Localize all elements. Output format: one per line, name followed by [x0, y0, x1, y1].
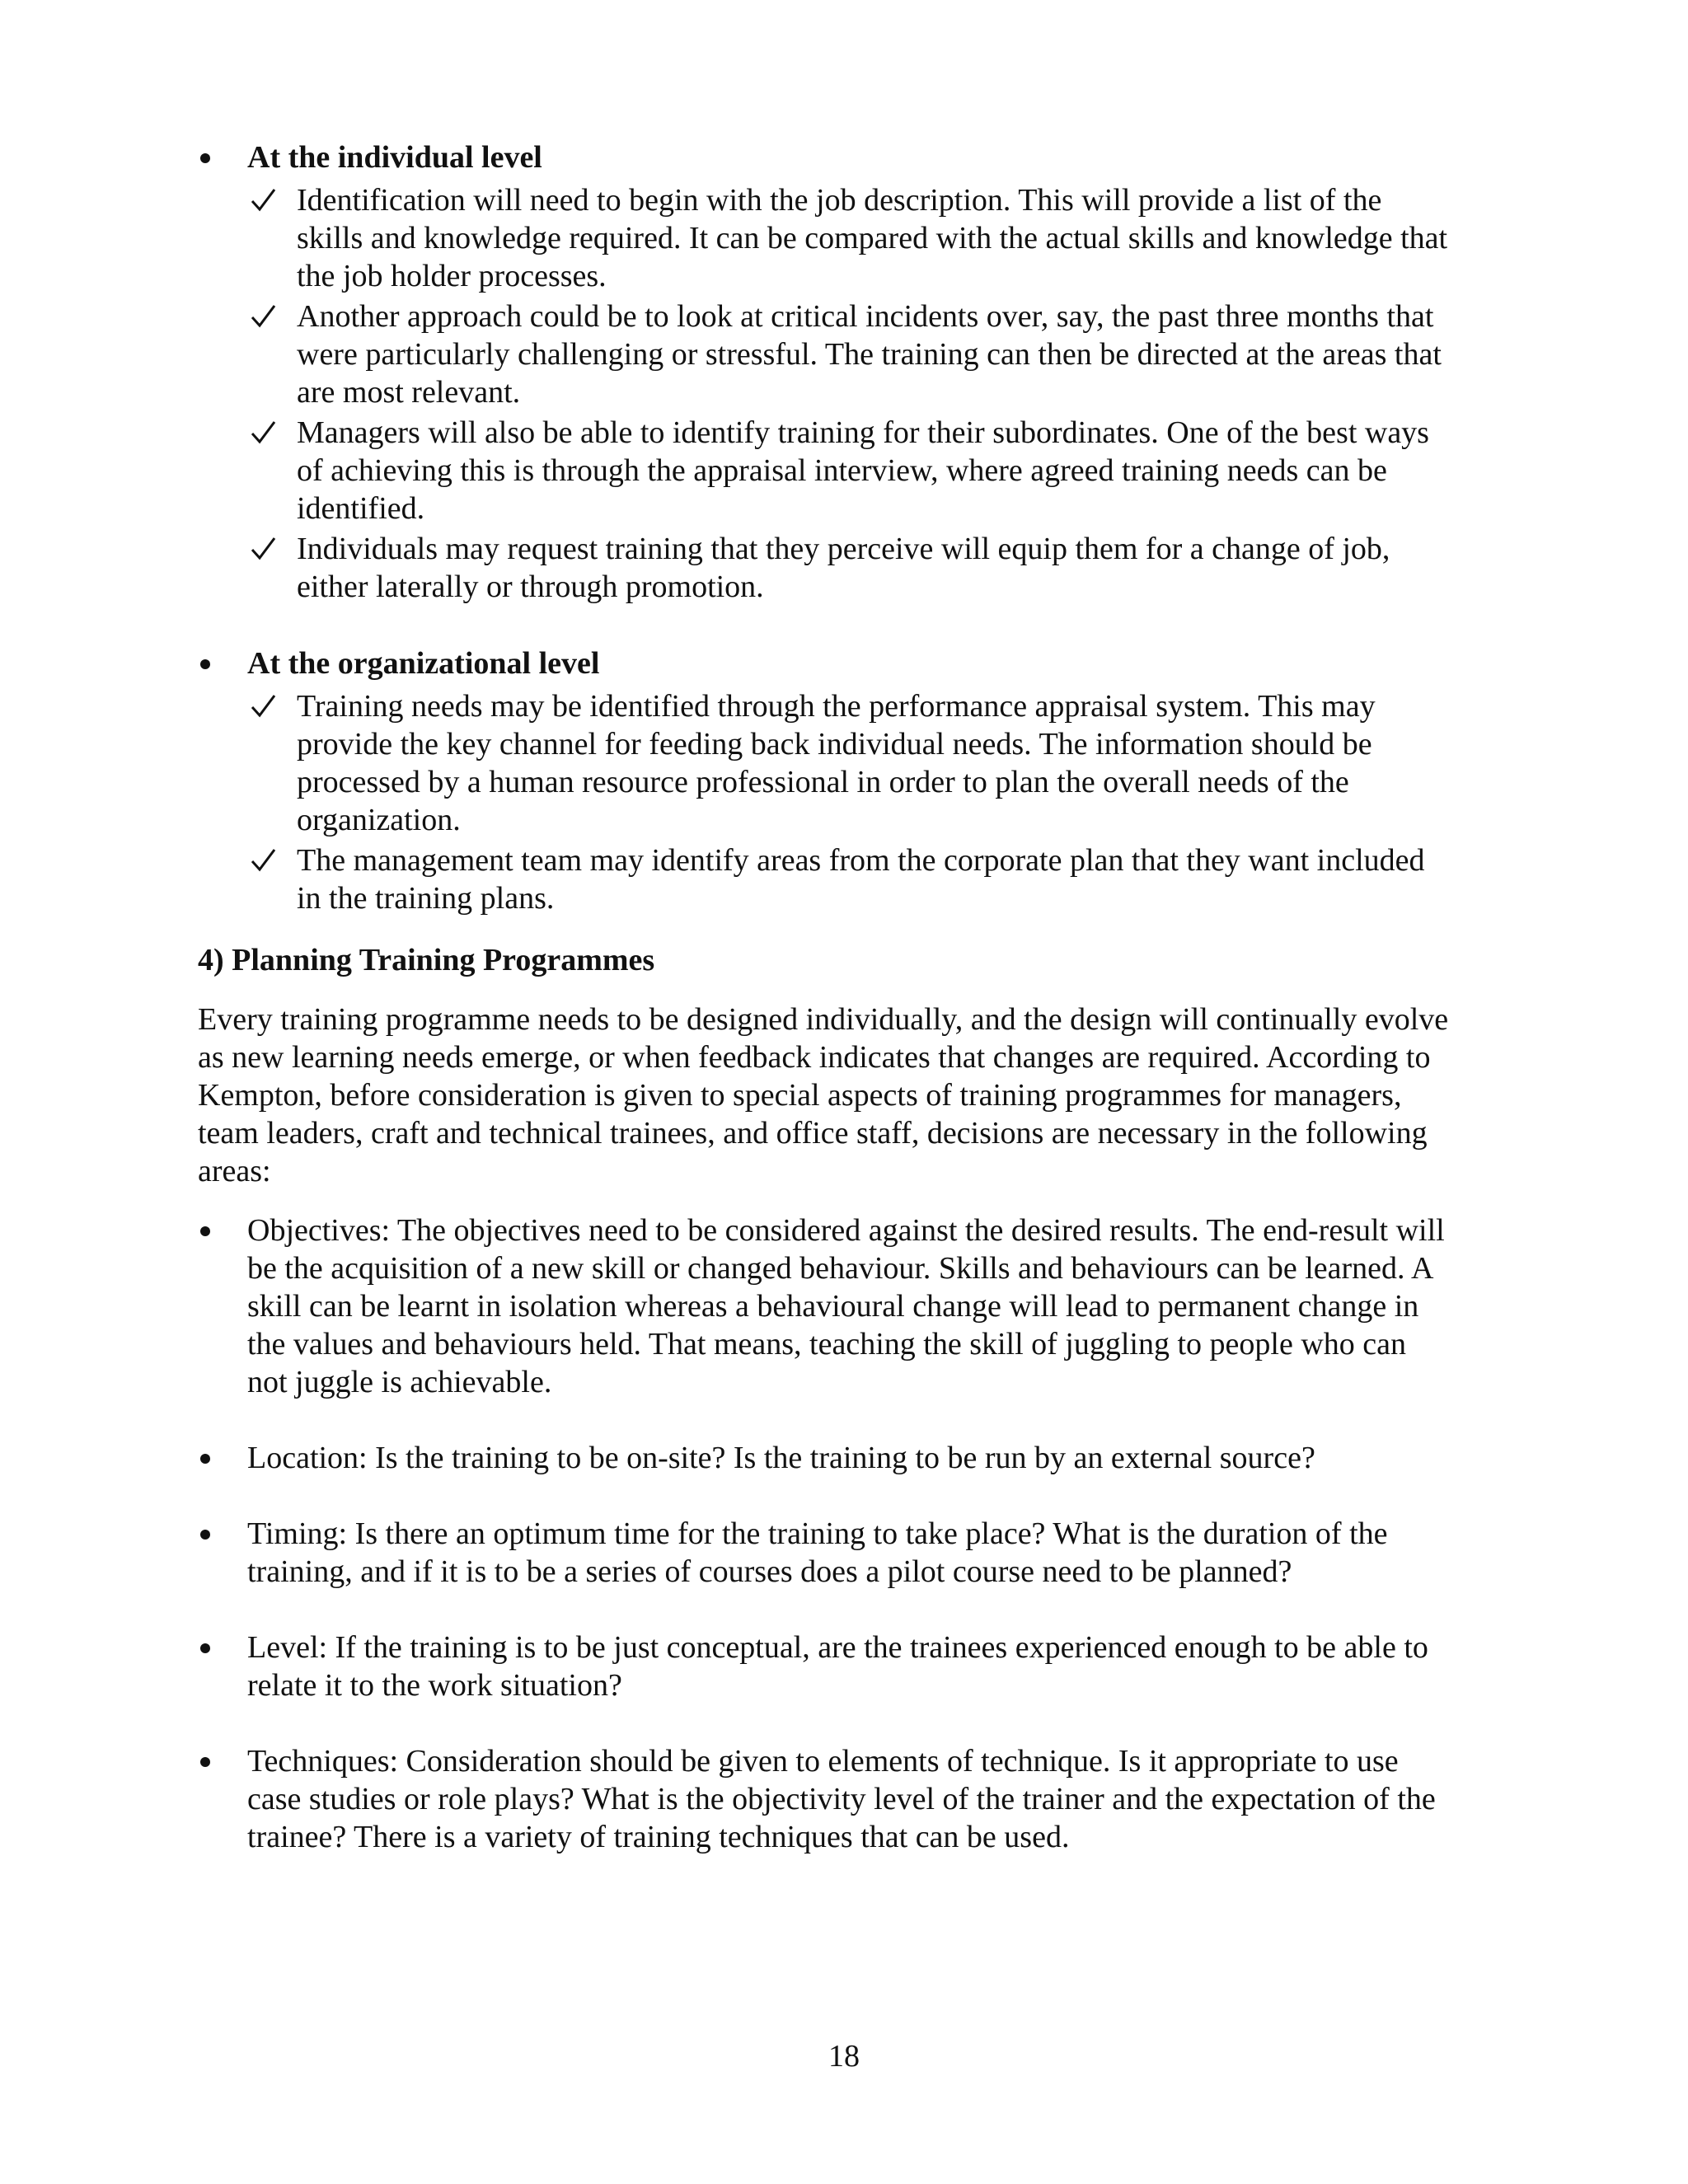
bullet-icon [200, 1757, 210, 1767]
organizational-level-section [198, 644, 1451, 917]
spacer [198, 920, 1451, 941]
bullet-icon [200, 659, 210, 669]
decision-area-item [198, 1212, 1451, 1401]
checklist-item-text: Individuals may request training that they perceive will equip them for a change of job, either laterally or through promotion. [297, 532, 1390, 604]
checkmark-icon [249, 841, 279, 879]
spacer [198, 1190, 1451, 1212]
checkmark-icon [249, 181, 279, 219]
intro-paragraph: Every training programme needs to be designed individually, and the design will continually evolve as new learning needs emerge, or when feedback indicates that changes are required. According to Kempton, before consideration is given to special aspects of training programmes for managers, team leaders, craft and technical trainees, and office staff, decisions are necessary in the following areas: [198, 1002, 1449, 1188]
page-number: 18 [828, 2039, 860, 2074]
decision-area-text: Location: Is the training to be on-site? Is the training to be run by an external source? [247, 1441, 1315, 1475]
checkmark-icon [249, 530, 279, 568]
checklist-item [247, 414, 1451, 527]
checklist-item-text: Another approach could be to look at critical incidents over, say, the past three months that were particularly challenging or stressful. The training can then be directed at the areas that are most relevant. [297, 299, 1442, 410]
decision-area-item [198, 1629, 1451, 1704]
spacer [198, 979, 1451, 1001]
checkmark-icon [249, 687, 279, 725]
checklist-item [247, 687, 1451, 839]
bullet-icon [200, 1454, 210, 1464]
bullet-icon [200, 1530, 210, 1540]
bullet-icon [200, 153, 210, 163]
individual-level-checklist [247, 181, 1451, 606]
checklist-item [247, 530, 1451, 606]
checkmark-icon [249, 414, 279, 452]
checklist-item-text: The management team may identify areas from the corporate plan that they want included in the training plans. [297, 843, 1425, 916]
checklist-item-text: Managers will also be able to identify training for their subordinates. One of the best ways of achieving this is through the appraisal interview, where agreed training needs can be identified. [297, 415, 1429, 526]
organizational-level-checklist [247, 687, 1451, 917]
decision-area-item [198, 1515, 1451, 1591]
checklist-item [247, 841, 1451, 917]
decision-area-item [198, 1742, 1451, 1856]
decision-area-item [198, 1439, 1451, 1477]
decision-area-text: Techniques: Consideration should be given to elements of technique. Is it appropriate to use case studies or role plays? What is the objectivity level of the trainer and the expectation of the trainee? There is a variety of training techniques that can be used. [247, 1744, 1436, 1854]
individual-level-heading: At the individual level [247, 140, 542, 175]
page-content [198, 138, 1451, 1856]
checklist-item [247, 181, 1451, 295]
bullet-icon [200, 1643, 210, 1653]
decision-area-text: Level: If the training is to be just conceptual, are the trainees experienced enough to be able to relate it to the work situation? [247, 1630, 1428, 1703]
individual-level-section [198, 138, 1451, 606]
decision-areas-list [198, 1212, 1451, 1856]
bullet-icon [200, 1226, 210, 1236]
checkmark-icon [249, 298, 279, 335]
checklist-item [247, 298, 1451, 411]
organizational-level-heading: At the organizational level [247, 646, 600, 681]
spacer [198, 608, 1451, 644]
decision-area-text: Objectives: The objectives need to be considered against the desired results. The end-result will be the acquisition of a new skill or changed behaviour. Skills and behaviours can be learned. A skill can be learnt in isolation whereas a behavioural change will lead to permanent change in the values and behaviours held. That means, teaching the skill of juggling to people who can not juggle is achievable. [247, 1213, 1445, 1399]
checklist-item-text: Training needs may be identified through the performance appraisal system. This may provide the key channel for feeding back individual needs. The information should be processed by a human resource professional in order to plan the overall needs of the organization. [297, 689, 1376, 837]
section-heading: 4) Planning Training Programmes [198, 943, 655, 977]
checklist-item-text: Identification will need to begin with the job description. This will provide a list of the skills and knowledge required. It can be compared with the actual skills and knowledge that the job holder processes. [297, 183, 1448, 293]
decision-area-text: Timing: Is there an optimum time for the training to take place? What is the duration of the training, and if it is to be a series of courses does a pilot course need to be planned? [247, 1516, 1388, 1589]
